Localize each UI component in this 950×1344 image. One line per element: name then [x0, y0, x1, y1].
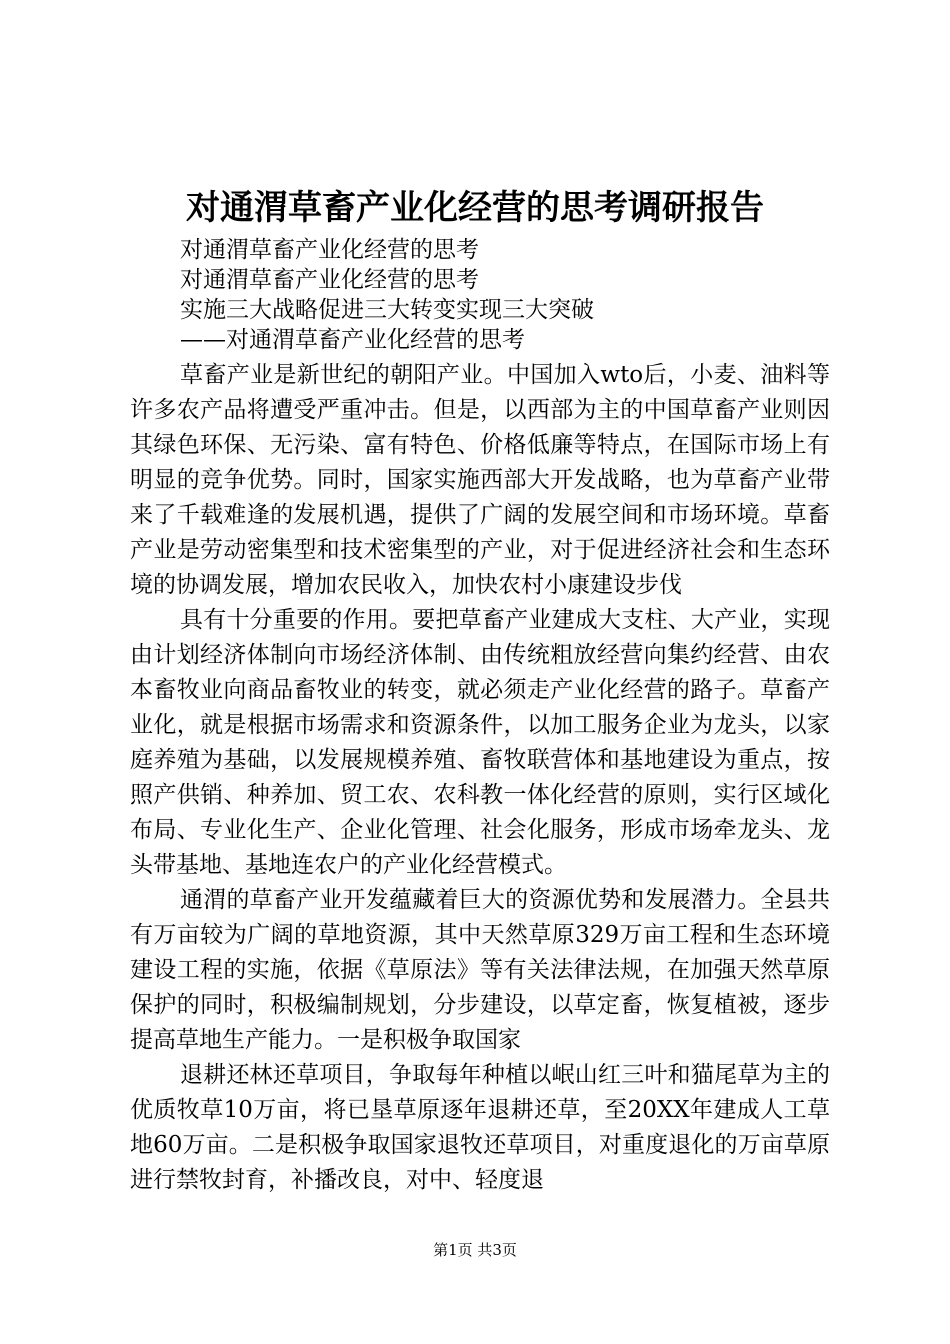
- subtitle-block: [180, 235, 880, 355]
- subtitle-line: 对通渭草畜产业化经营的思考: [180, 267, 479, 293]
- page-footer: 第1页 共3页: [433, 1241, 517, 1259]
- subtitle-line: 对通渭草畜产业化经营的思考: [180, 237, 479, 263]
- document-body: [130, 358, 830, 1198]
- body-paragraph: 具有十分重要的作用。要把草畜产业建成大支柱、大产业，实现由计划经济体制向市场经济体制、由传统粗放经营向集约经营、由农本畜牧业向商品畜牧业的转变，就必须走产业化经营的路子。草畜产业化，就是根据市场需求和资源条件，以加工服务企业为龙头，以家庭养殖为基础，以发展规模养殖、畜牧联营体和基地建设为重点，按照产供销、种养加、贸工农、农科教一体化经营的原则，实行区域化布局、专业化生产、企业化管理、社会化服务，形成市场牵龙头、龙头带基地、基地连农户的产业化经营模式。: [130, 607, 830, 878]
- body-paragraph: 通渭的草畜产业开发蕴藏着巨大的资源优势和发展潜力。全县共有万亩较为广阔的草地资源，其中天然草原329万亩工程和生态环境建设工程的实施，依据《草原法》等有关法律法规，在加强天然草原保护的同时，积极编制规划，分步建设，以草定畜，恢复植被，逐步提高草地生产能力。一是积极争取国家: [130, 887, 830, 1053]
- subtitle-line: ——对通渭草畜产业化经营的思考: [180, 327, 525, 353]
- body-paragraph: 草畜产业是新世纪的朝阳产业。中国加入wto后，小麦、油料等许多农产品将遭受严重冲击。但是，以西部为主的中国草畜产业则因其绿色环保、无污染、富有特色、价格低廉等特点，在国际市场上有明显的竞争优势。同时，国家实施西部大开发战略，也为草畜产业带来了千载难逢的发展机遇，提供了广阔的发展空间和市场环境。草畜产业是劳动密集型和技术密集型的产业，对于促进经济社会和生态环境的协调发展，增加农民收入，加快农村小康建设步伐: [130, 362, 830, 598]
- document-title: 对通渭草畜产业化经营的思考调研报告: [186, 188, 764, 228]
- body-paragraph: 退耕还林还草项目，争取每年种植以岷山红三叶和猫尾草为主的优质牧草10万亩，将已垦草原逐年退耕还草，至20XX年建成人工草地60万亩。二是积极争取国家退牧还草项目，对重度退化的万亩草原进行禁牧封育，补播改良，对中、轻度退: [130, 1062, 830, 1193]
- subtitle-line: 实施三大战略促进三大转变实现三大突破: [180, 297, 594, 323]
